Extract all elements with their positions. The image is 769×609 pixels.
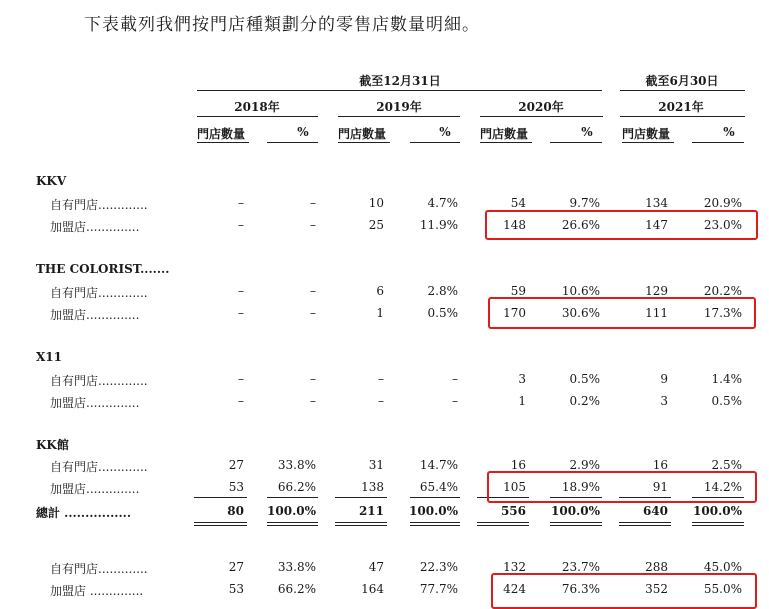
cell-12-6: 640 — [642, 504, 668, 518]
header-year-1: 2019年 — [376, 100, 422, 114]
row-label-1: 自有門店............. — [50, 198, 148, 212]
cell-12-5: 100.0% — [551, 504, 600, 518]
cell-12-0: 80 — [227, 504, 244, 518]
col-store-2: 門店數量 — [480, 127, 529, 141]
cell-14-0: 53 — [228, 582, 244, 596]
cell-4-4: 59 — [510, 284, 526, 298]
total-double-rule-num-2 — [477, 522, 529, 526]
cell-8-6: 3 — [660, 394, 668, 408]
cell-12-7: 100.0% — [693, 504, 742, 518]
col-store-rule-3 — [622, 142, 674, 143]
cell-4-0: – — [238, 284, 244, 298]
cell-11-4: 105 — [503, 480, 526, 494]
cell-4-2: 6 — [376, 284, 384, 298]
row-label-8: 加盟店.............. — [50, 396, 140, 410]
total-double-rule-pct-1 — [410, 522, 460, 526]
cell-10-4: 16 — [510, 458, 526, 472]
cell-7-2: – — [378, 372, 384, 386]
subtotal-rule-num-1 — [335, 497, 387, 498]
row-label-5: 加盟店.............. — [50, 308, 140, 322]
cell-13-2: 47 — [368, 560, 384, 574]
cell-12-4: 556 — [500, 504, 526, 518]
cell-14-5: 76.3% — [561, 582, 600, 596]
cell-5-1: – — [310, 306, 316, 320]
cell-4-3: 2.8% — [427, 284, 458, 298]
cell-10-3: 14.7% — [419, 458, 458, 472]
cell-2-0: – — [238, 218, 244, 232]
cell-8-1: – — [310, 394, 316, 408]
cell-10-7: 2.5% — [711, 458, 742, 472]
cell-10-5: 2.9% — [569, 458, 600, 472]
cell-11-5: 18.9% — [561, 480, 600, 494]
row-label-6: X11 — [36, 350, 63, 364]
cell-8-7: 0.5% — [711, 394, 742, 408]
header-year-rule-2 — [480, 116, 603, 117]
cell-1-4: 54 — [510, 196, 526, 210]
row-label-0: KKV — [36, 174, 67, 188]
cell-4-1: – — [310, 284, 316, 298]
cell-13-6: 288 — [645, 560, 668, 574]
cell-8-0: – — [238, 394, 244, 408]
cell-12-2: 211 — [358, 504, 384, 518]
cell-10-2: 31 — [368, 458, 384, 472]
header-period-december: 截至12月31日 — [359, 74, 441, 88]
cell-7-1: – — [310, 372, 316, 386]
cell-8-2: – — [378, 394, 384, 408]
col-pct-3: % — [723, 125, 735, 139]
total-double-rule-pct-0 — [267, 522, 318, 526]
total-double-rule-num-3 — [619, 522, 671, 526]
cell-13-4: 132 — [503, 560, 526, 574]
cell-14-7: 55.0% — [703, 582, 742, 596]
cell-14-4: 424 — [503, 582, 526, 596]
cell-11-6: 91 — [652, 480, 668, 494]
row-label-2: 加盟店.............. — [50, 220, 140, 234]
cell-7-3: – — [452, 372, 458, 386]
highlight-box-2 — [487, 471, 757, 503]
cell-8-3: – — [452, 394, 458, 408]
cell-2-3: 11.9% — [419, 218, 458, 232]
row-label-10: 自有門店............. — [50, 460, 148, 474]
cell-8-5: 0.2% — [569, 394, 600, 408]
cell-7-5: 0.5% — [569, 372, 600, 386]
total-double-rule-num-0 — [194, 522, 247, 526]
cell-2-6: 147 — [645, 218, 668, 232]
cell-7-4: 3 — [518, 372, 526, 386]
row-label-14: 加盟店 .............. — [50, 584, 144, 598]
header-period-june: 截至6月30日 — [645, 74, 719, 88]
row-label-12: 總計 ................ — [36, 506, 132, 520]
highlight-box-3 — [491, 573, 757, 609]
col-store-0: 門店數量 — [197, 127, 246, 141]
cell-4-6: 129 — [645, 284, 668, 298]
cell-1-6: 134 — [645, 196, 668, 210]
col-store-1: 門店數量 — [338, 127, 387, 141]
col-store-rule-1 — [338, 142, 390, 143]
cell-7-0: – — [238, 372, 244, 386]
cell-10-6: 16 — [652, 458, 668, 472]
cell-2-7: 23.0% — [703, 218, 742, 232]
col-store-3: 門店數量 — [622, 127, 671, 141]
col-pct-2: % — [581, 125, 593, 139]
cell-13-0: 27 — [228, 560, 244, 574]
header-rule-june — [620, 90, 745, 91]
row-label-13: 自有門店............. — [50, 562, 148, 576]
cell-1-0: – — [238, 196, 244, 210]
cell-14-3: 77.7% — [419, 582, 458, 596]
cell-11-0: 53 — [228, 480, 244, 494]
highlight-box-0 — [485, 210, 758, 240]
col-store-rule-2 — [480, 142, 532, 143]
cell-14-6: 352 — [645, 582, 668, 596]
cell-2-1: – — [310, 218, 316, 232]
cell-4-5: 10.6% — [561, 284, 600, 298]
cell-11-1: 66.2% — [277, 480, 316, 494]
header-year-rule-1 — [338, 116, 460, 117]
row-label-7: 自有門店............. — [50, 374, 148, 388]
header-year-3: 2021年 — [658, 100, 704, 114]
cell-11-2: 138 — [361, 480, 384, 494]
cell-1-1: – — [310, 196, 316, 210]
cell-13-5: 23.7% — [561, 560, 600, 574]
row-label-3: THE COLORIST....... — [36, 262, 170, 276]
cell-1-3: 4.7% — [427, 196, 458, 210]
cell-13-1: 33.8% — [277, 560, 316, 574]
col-pct-0: % — [297, 125, 309, 139]
cell-13-3: 22.3% — [419, 560, 458, 574]
cell-5-3: 0.5% — [427, 306, 458, 320]
cell-5-7: 17.3% — [703, 306, 742, 320]
col-pct-rule-1 — [410, 142, 460, 143]
cell-12-3: 100.0% — [409, 504, 458, 518]
cell-1-2: 10 — [368, 196, 384, 210]
header-year-0: 2018年 — [234, 100, 280, 114]
cell-14-1: 66.2% — [277, 582, 316, 596]
subtotal-rule-pct-0 — [267, 497, 318, 498]
cell-1-5: 9.7% — [569, 196, 600, 210]
cell-5-0: – — [238, 306, 244, 320]
cell-14-2: 164 — [361, 582, 384, 596]
cell-4-7: 20.2% — [703, 284, 742, 298]
intro-text: 下表載列我們按門店種類劃分的零售店數量明細。 — [84, 15, 480, 35]
cell-1-7: 20.9% — [703, 196, 742, 210]
col-pct-rule-0 — [267, 142, 318, 143]
total-double-rule-num-1 — [335, 522, 387, 526]
row-label-9: KK館 — [36, 438, 69, 452]
cell-12-1: 100.0% — [267, 504, 316, 518]
cell-2-2: 25 — [368, 218, 384, 232]
cell-5-2: 1 — [376, 306, 384, 320]
cell-11-7: 14.2% — [703, 480, 742, 494]
cell-5-6: 111 — [645, 306, 668, 320]
header-year-2: 2020年 — [518, 100, 564, 114]
col-store-rule-0 — [197, 142, 249, 143]
cell-7-6: 9 — [660, 372, 668, 386]
total-double-rule-pct-2 — [550, 522, 602, 526]
cell-5-4: 170 — [503, 306, 526, 320]
cell-7-7: 1.4% — [711, 372, 742, 386]
header-year-rule-0 — [197, 116, 318, 117]
cell-13-7: 45.0% — [703, 560, 742, 574]
subtotal-rule-num-0 — [194, 497, 247, 498]
header-rule-december — [197, 90, 602, 91]
subtotal-rule-pct-1 — [410, 497, 460, 498]
col-pct-1: % — [439, 125, 451, 139]
total-double-rule-pct-3 — [692, 522, 744, 526]
row-label-4: 自有門店............. — [50, 286, 148, 300]
highlight-box-1 — [488, 297, 756, 329]
cell-8-4: 1 — [518, 394, 526, 408]
cell-2-4: 148 — [503, 218, 526, 232]
cell-11-3: 65.4% — [419, 480, 458, 494]
row-label-11: 加盟店.............. — [50, 482, 140, 496]
cell-10-0: 27 — [228, 458, 244, 472]
col-pct-rule-3 — [692, 142, 744, 143]
col-pct-rule-2 — [550, 142, 602, 143]
cell-5-5: 30.6% — [561, 306, 600, 320]
cell-2-5: 26.6% — [561, 218, 600, 232]
cell-10-1: 33.8% — [277, 458, 316, 472]
header-year-rule-3 — [620, 116, 745, 117]
